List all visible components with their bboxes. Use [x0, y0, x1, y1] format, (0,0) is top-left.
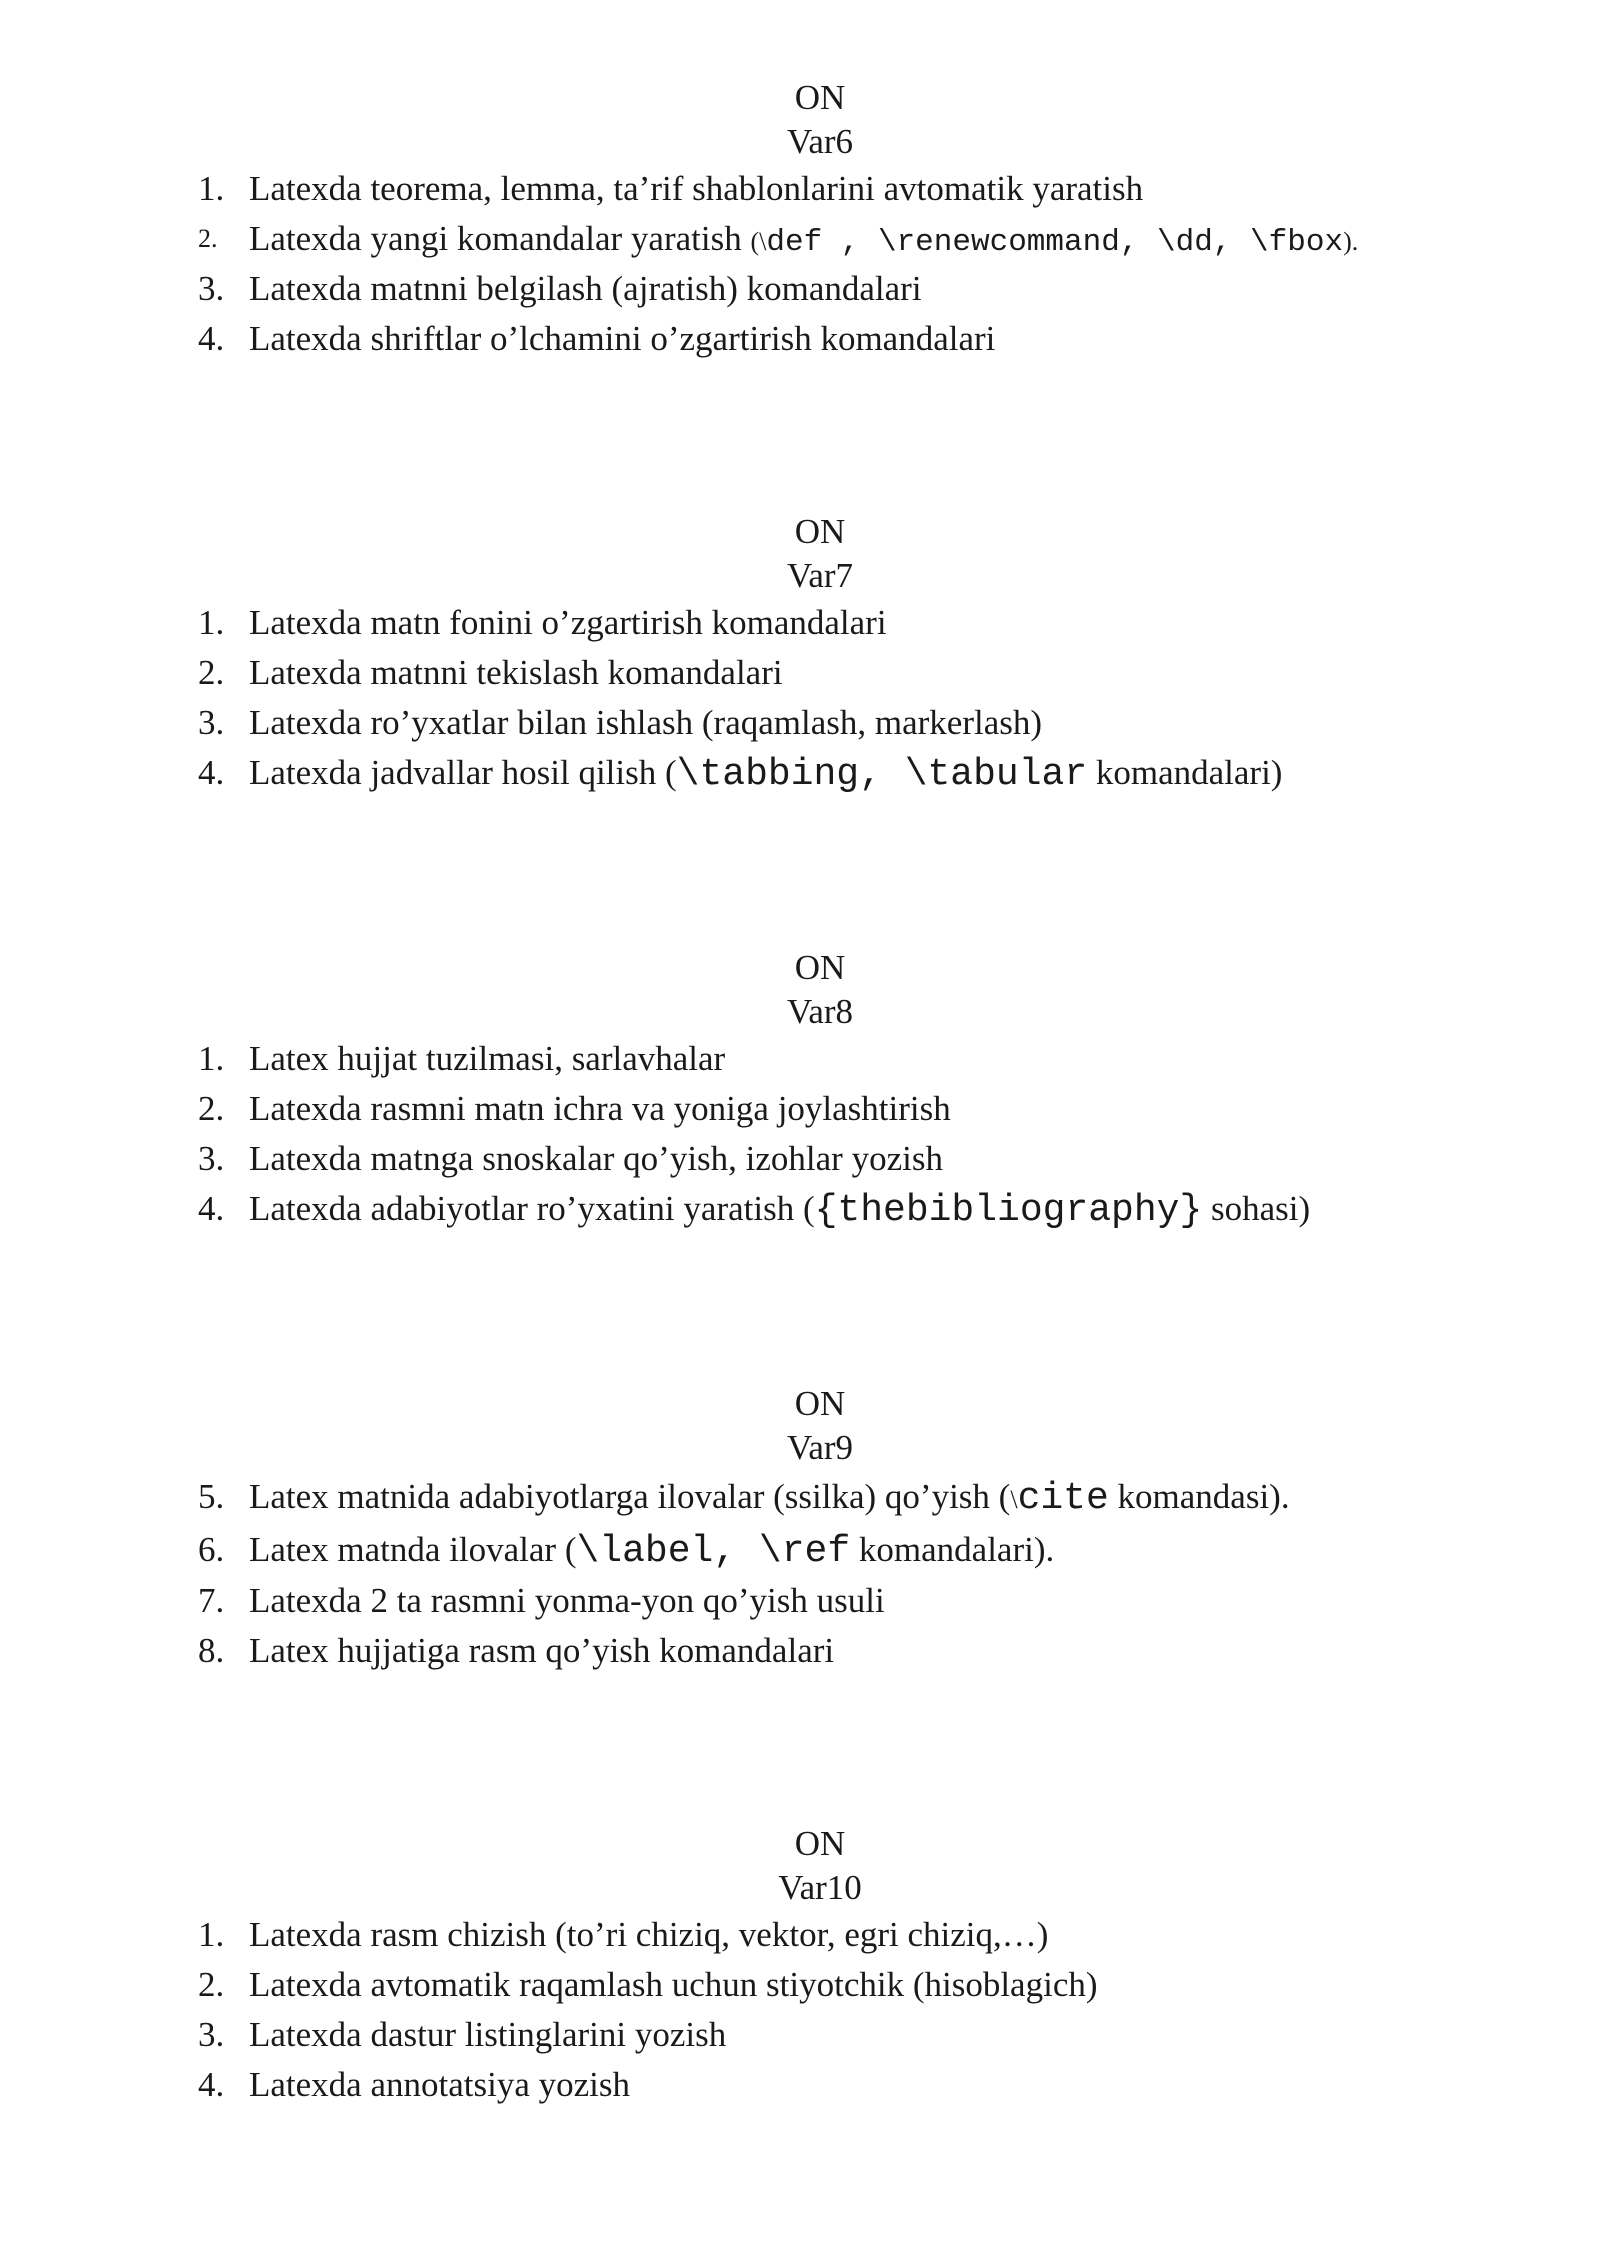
list-item	[0, 164, 1600, 214]
code-snippet: {thebibliography}	[814, 1189, 1203, 1232]
item-number: 3.	[198, 269, 225, 308]
item-number: 4.	[198, 2065, 225, 2104]
item-text: Latexda teorema, lemma, ta’rif shablonlarini avtomatik yaratish	[249, 169, 1144, 208]
list-item	[0, 1910, 1600, 1960]
variant-title: Var9	[786, 1428, 854, 1467]
code-snippet: def , \renewcommand, \dd, \fbox	[766, 225, 1344, 260]
item-text: Latexda matnni belgilash (ajratish) komandalari	[249, 269, 922, 308]
section-heading: ON	[794, 948, 846, 987]
list-item	[0, 598, 1600, 648]
item-text: Latexda annotatsiya yozish	[249, 2065, 630, 2104]
item-number: 2.	[198, 224, 218, 253]
code-snippet: \tabbing, \tabular	[676, 753, 1088, 796]
list-item	[0, 2010, 1600, 2060]
item-number: 2.	[198, 1089, 225, 1128]
item-number: 3.	[198, 1139, 225, 1178]
list-item	[0, 1470, 1600, 1523]
item-text: Latex hujjatiga rasm qo’yish komandalari	[249, 1631, 835, 1670]
variant-section	[0, 1822, 1600, 2110]
item-number: 3.	[198, 703, 225, 742]
item-text: Latexda shriftlar o’lchamini o’zgartirish komandalari	[249, 319, 996, 358]
item-number: 7.	[198, 1581, 225, 1620]
item-text: Latexda jadvallar hosil qilish (\tabbing, \tabular komandalari)	[249, 753, 1283, 796]
list-item	[0, 1034, 1600, 1084]
item-number: 6.	[198, 1530, 225, 1569]
item-number: 4.	[198, 753, 225, 792]
variant-section	[0, 1382, 1600, 1676]
item-text: Latexda rasmni matn ichra va yoniga joylashtirish	[249, 1089, 951, 1128]
item-text: Latex matnda ilovalar (\label, \ref komandalari).	[249, 1530, 1055, 1573]
item-text: Latexda 2 ta rasmni yonma-yon qo’yish usuli	[249, 1581, 885, 1620]
code-snippet: cite	[1017, 1477, 1109, 1520]
item-number: 2.	[198, 653, 225, 692]
list-item	[0, 214, 1600, 264]
variant-section	[0, 946, 1600, 1234]
section-heading: ON	[794, 78, 846, 117]
item-number: 8.	[198, 1631, 225, 1670]
item-text: Latexda ro’yxatlar bilan ishlash (raqamlash, markerlash)	[249, 703, 1043, 742]
item-text: Latex hujjat tuzilmasi, sarlavhalar	[249, 1039, 726, 1078]
list-item	[0, 1626, 1600, 1676]
item-number: 4.	[198, 319, 225, 358]
variant-title: Var7	[786, 556, 854, 595]
variant-section	[0, 76, 1600, 364]
item-number: 3.	[198, 2015, 225, 2054]
item-text: Latexda matnga snoskalar qo’yish, izohlar yozish	[249, 1139, 943, 1178]
list-item	[0, 698, 1600, 748]
list-item	[0, 264, 1600, 314]
list-item	[0, 1184, 1600, 1234]
item-text: Latexda rasm chizish (to’ri chiziq, vektor, egri chiziq,…)	[249, 1915, 1049, 1954]
item-text: Latexda adabiyotlar ro’yxatini yaratish ({thebibliography} sohasi)	[249, 1189, 1311, 1232]
item-text: Latexda matnni tekislash komandalari	[249, 653, 783, 692]
item-number: 5.	[198, 1477, 225, 1516]
list-item	[0, 1576, 1600, 1626]
item-number: 1.	[198, 1039, 225, 1078]
item-text: Latexda yangi komandalar yaratish (\def , \renewcommand, \dd, \fbox).	[249, 219, 1359, 260]
section-heading: ON	[794, 1824, 846, 1863]
code-snippet: \label, \ref	[576, 1530, 851, 1573]
section-heading: ON	[794, 1384, 846, 1423]
item-number: 1.	[198, 1915, 225, 1954]
item-number: 1.	[198, 169, 225, 208]
list-item	[0, 748, 1600, 798]
item-text: Latexda avtomatik raqamlash uchun stiyotchik (hisoblagich)	[249, 1965, 1098, 2004]
item-text: Latex matnida adabiyotlarga ilovalar (ssilka) qo’yish (\cite komandasi).	[249, 1477, 1290, 1520]
variant-title: Var8	[786, 992, 854, 1031]
list-item	[0, 1960, 1600, 2010]
section-heading: ON	[794, 512, 846, 551]
item-text: Latexda matn fonini o’zgartirish komandalari	[249, 603, 887, 642]
list-item	[0, 1134, 1600, 1184]
item-number: 1.	[198, 603, 225, 642]
item-number: 4.	[198, 1189, 225, 1228]
list-item	[0, 1523, 1600, 1576]
item-number: 2.	[198, 1965, 225, 2004]
variant-title: Var6	[786, 122, 854, 161]
item-text: Latexda dastur listinglarini yozish	[249, 2015, 727, 2054]
variant-title: Var10	[778, 1868, 862, 1907]
list-item	[0, 314, 1600, 364]
list-item	[0, 1084, 1600, 1134]
list-item	[0, 2060, 1600, 2110]
variant-section	[0, 510, 1600, 798]
list-item	[0, 648, 1600, 698]
